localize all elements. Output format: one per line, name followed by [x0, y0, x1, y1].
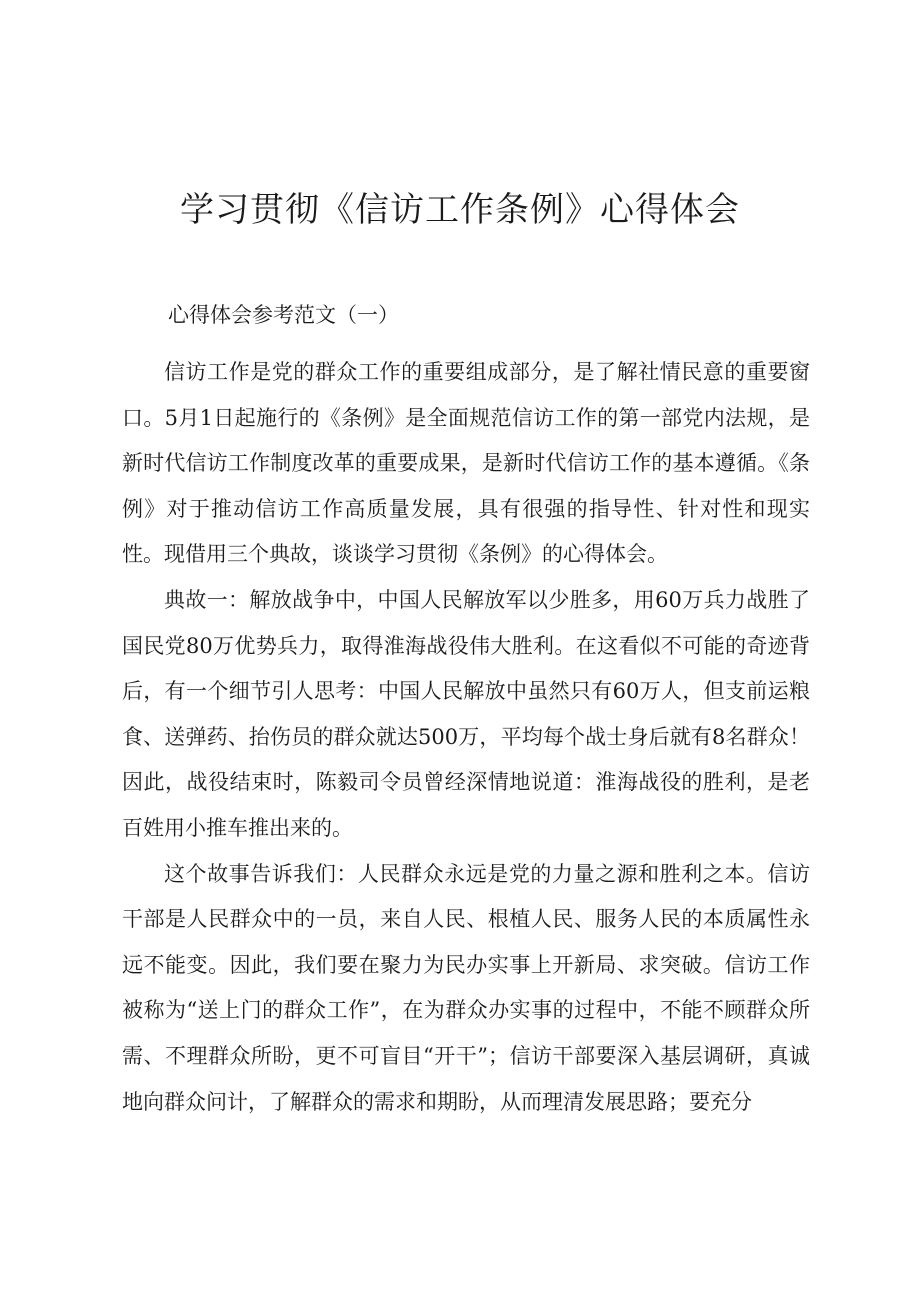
document-body: [122, 350, 810, 1125]
paragraph-intro: 信访工作是党的群众工作的重要组成部分，是了解社情民意的重要窗口。5月1日起施行的《条例》是全面规范信访工作的第一部党内法规，是新时代信访工作制度改革的重要成果，是新时代信访工作的基本遵循。《条例》对于推动信访工作高质量发展，具有很强的指导性、针对性和现实性。现借用三个典故，谈谈学习贯彻《条例》的心得体会。: [122, 360, 810, 567]
paragraph-story-one: 典故一：解放战争中，中国人民解放军以少胜多，用60万兵力战胜了国民党80万优势兵力，取得淮海战役伟大胜利。在这看似不可能的奇迹背后，有一个细节引人思考：中国人民解放中虽然只有60万人，但支前运粮食、送弹药、抬伤员的群众就达500万，平均每个战士身后就有8名群众！因此，战役结束时，陈毅司令员曾经深情地说道：淮海战役的胜利，是老百姓用小推车推出来的。: [122, 587, 810, 840]
section-heading: 心得体会参考范文（一）: [168, 303, 399, 327]
paragraph-lesson: 这个故事告诉我们：人民群众永远是党的力量之源和胜利之本。信访干部是人民群众中的一员，来自人民、根植人民、服务人民的本质属性永远不能变。因此，我们要在聚力为民办实事上开新局、求突破。信访工作被称为“送上门的群众工作”，在为群众办实事的过程中，不能不顾群众所需、不理群众所盼，更不可盲目“开干”；信访干部要深入基层调研，真诚地向群众问计，了解群众的需求和期盼，从而理清发展思路；要充分: [122, 861, 810, 1114]
document-title: 学习贯彻《信访工作条例》心得体会: [180, 190, 740, 230]
